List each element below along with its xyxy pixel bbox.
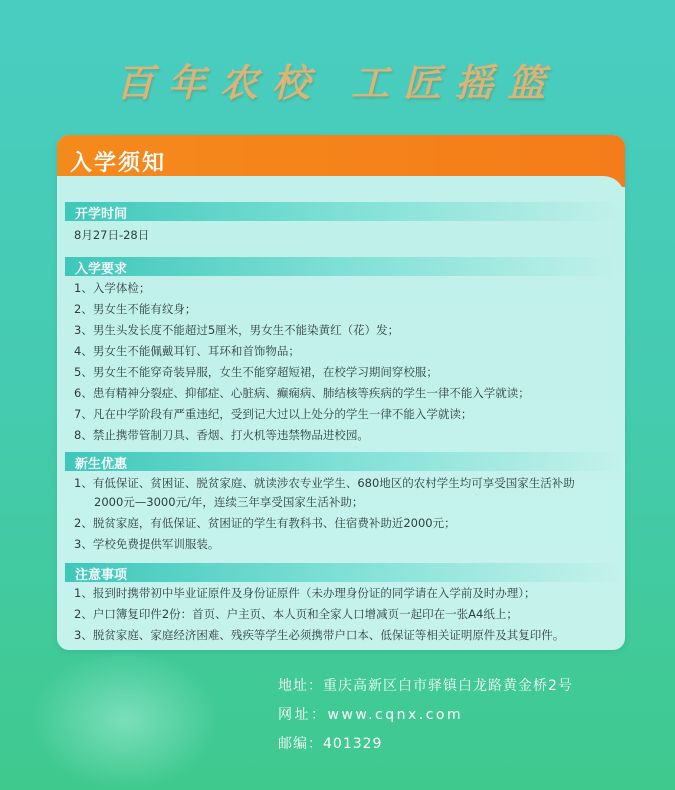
list-item: 3、脱贫家庭、家庭经济困难、残疾等学生必须携带户口本、低保证等相关证明原件及其复印件。 [74, 628, 565, 642]
section-header-start-date [65, 202, 619, 221]
list-item: 5、男女生不能穿奇装异服，女生不能穿超短裙，在校学习期间穿校服； [74, 365, 438, 379]
list-item: 4、男女生不能佩戴耳钉、耳环和首饰物品； [74, 344, 300, 358]
list-item: 2、男女生不能有纹身； [74, 302, 197, 316]
notice-card [57, 135, 625, 650]
section-title: 新生优惠 [75, 457, 128, 472]
list-item: 3、学校免费提供军训服装。 [74, 537, 220, 551]
contact-address: 地址：重庆高新区白市驿镇白龙路黄金桥2号 [278, 678, 573, 694]
card-header-curve [57, 176, 625, 201]
list-item: 8、禁止携带管制刀具、香烟、打火机等违禁物品进校园。 [74, 428, 369, 442]
list-item: 1、报到时携带初中毕业证原件及身份证原件（未办理身份证的同学请在入学前及时办理）； [74, 586, 536, 600]
slogan-heading: 百年农校 工匠摇篮 [115, 60, 560, 105]
list-item: 7、凡在中学阶段有严重违纪，受到记大过以上处分的学生一律不能入学就读； [74, 407, 473, 421]
list-item: 2、脱贫家庭，有低保证、贫困证的学生有教科书、住宿费补助近2000元； [74, 516, 456, 530]
section-header-notes [65, 563, 619, 582]
section-header-benefits [65, 452, 619, 471]
section-title: 入学要求 [75, 262, 128, 277]
list-item: 1、入学体检； [74, 281, 151, 295]
list-item: 3、男生头发长度不能超过5厘米，男女生不能染黄红（花）发； [74, 323, 400, 337]
section-header-requirements [65, 257, 619, 276]
contact-website: 网址：www.cqnx.com [278, 707, 464, 723]
list-item: 2、户口簿复印件2份：首页、户主页、本人页和全家人口增减页一起印在一张A4纸上； [74, 607, 518, 621]
background-glow [30, 650, 220, 790]
list-item: 8月27日-28日 [74, 228, 150, 242]
card-title: 入学须知 [70, 151, 167, 176]
list-item-continuation: 2000元—3000元/年，连续三年享受国家生活补助； [94, 495, 364, 509]
list-item: 1、有低保证、贫困证、脱贫家庭、就读涉农专业学生、680地区的农村学生均可享受国家生活补助 [74, 476, 575, 490]
section-title: 开学时间 [75, 207, 128, 222]
contact-postcode: 邮编：401329 [278, 736, 383, 752]
section-title: 注意事项 [75, 568, 128, 583]
list-item: 6、患有精神分裂症、抑郁症、心脏病、癫痫病、肺结核等疾病的学生一律不能入学就读； [74, 386, 530, 400]
